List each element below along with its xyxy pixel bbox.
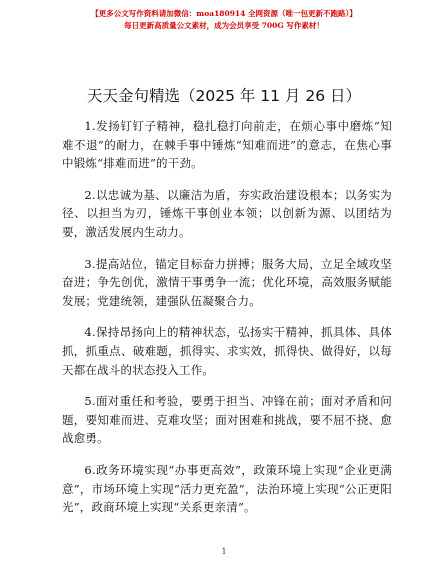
document-title: 天天金句精选（2025 年 11 月 26 日） bbox=[86, 87, 362, 105]
page-number: 1 bbox=[221, 547, 227, 556]
quote-paragraph-2: 2.以忠诚为基、以廉洁为盾，夯实政治建设根本；以务实为径、以担当为刃，锤炼干事创业本领；以创新为源、以团结为要，激活发展内生动力。 bbox=[62, 187, 392, 239]
quote-paragraph-1: 1.发扬钉钉子精神，稳扎稳打向前走，在烦心事中磨炼“知难不退”的耐力，在棘手事中锤炼“知难而进”的意志，在焦心事中锻炼“排难而进”的干劲。 bbox=[62, 119, 392, 171]
promo-banner-line-2: 每日更新高质量公文素材，成为会员享受 700G 写作素材！ bbox=[124, 21, 324, 30]
quote-paragraph-3: 3.提高站位，锚定目标奋力拼搏；服务大局，立足全域攻坚奋进；争先创优，激情干事勇争一流；优化环境，高效服务赋能发展；党建统领，建强队伍凝聚合力。 bbox=[62, 256, 392, 308]
quote-paragraph-6: 6.政务环境实现“办事更高效”，政策环境上实现“企业更满意”，市场环境上实现“活力更充盈”，法治环境上实现“公正更阳光”，政商环境上实现“关系更亲清”。 bbox=[62, 462, 392, 515]
document-body bbox=[62, 117, 392, 530]
promo-banner-line-1: 【更多公文写作资料请加微信：moa180914 全网资源（唯一包更新不跑路）】 bbox=[91, 9, 357, 18]
promo-banner bbox=[0, 8, 448, 32]
quote-paragraph-5: 5.面对重任和考验，要勇于担当、冲锋在前；面对矛盾和问题，要知难而进、克难攻坚；面对困难和挑战，要不屈不挠、愈战愈勇。 bbox=[62, 394, 392, 446]
quote-paragraph-4: 4.保持昂扬向上的精神状态，弘扬实干精神，抓具体、具体抓，抓重点、破难题，抓得实、求实效，抓得快、做得好，以每天都在战斗的状态投入工作。 bbox=[62, 325, 392, 377]
